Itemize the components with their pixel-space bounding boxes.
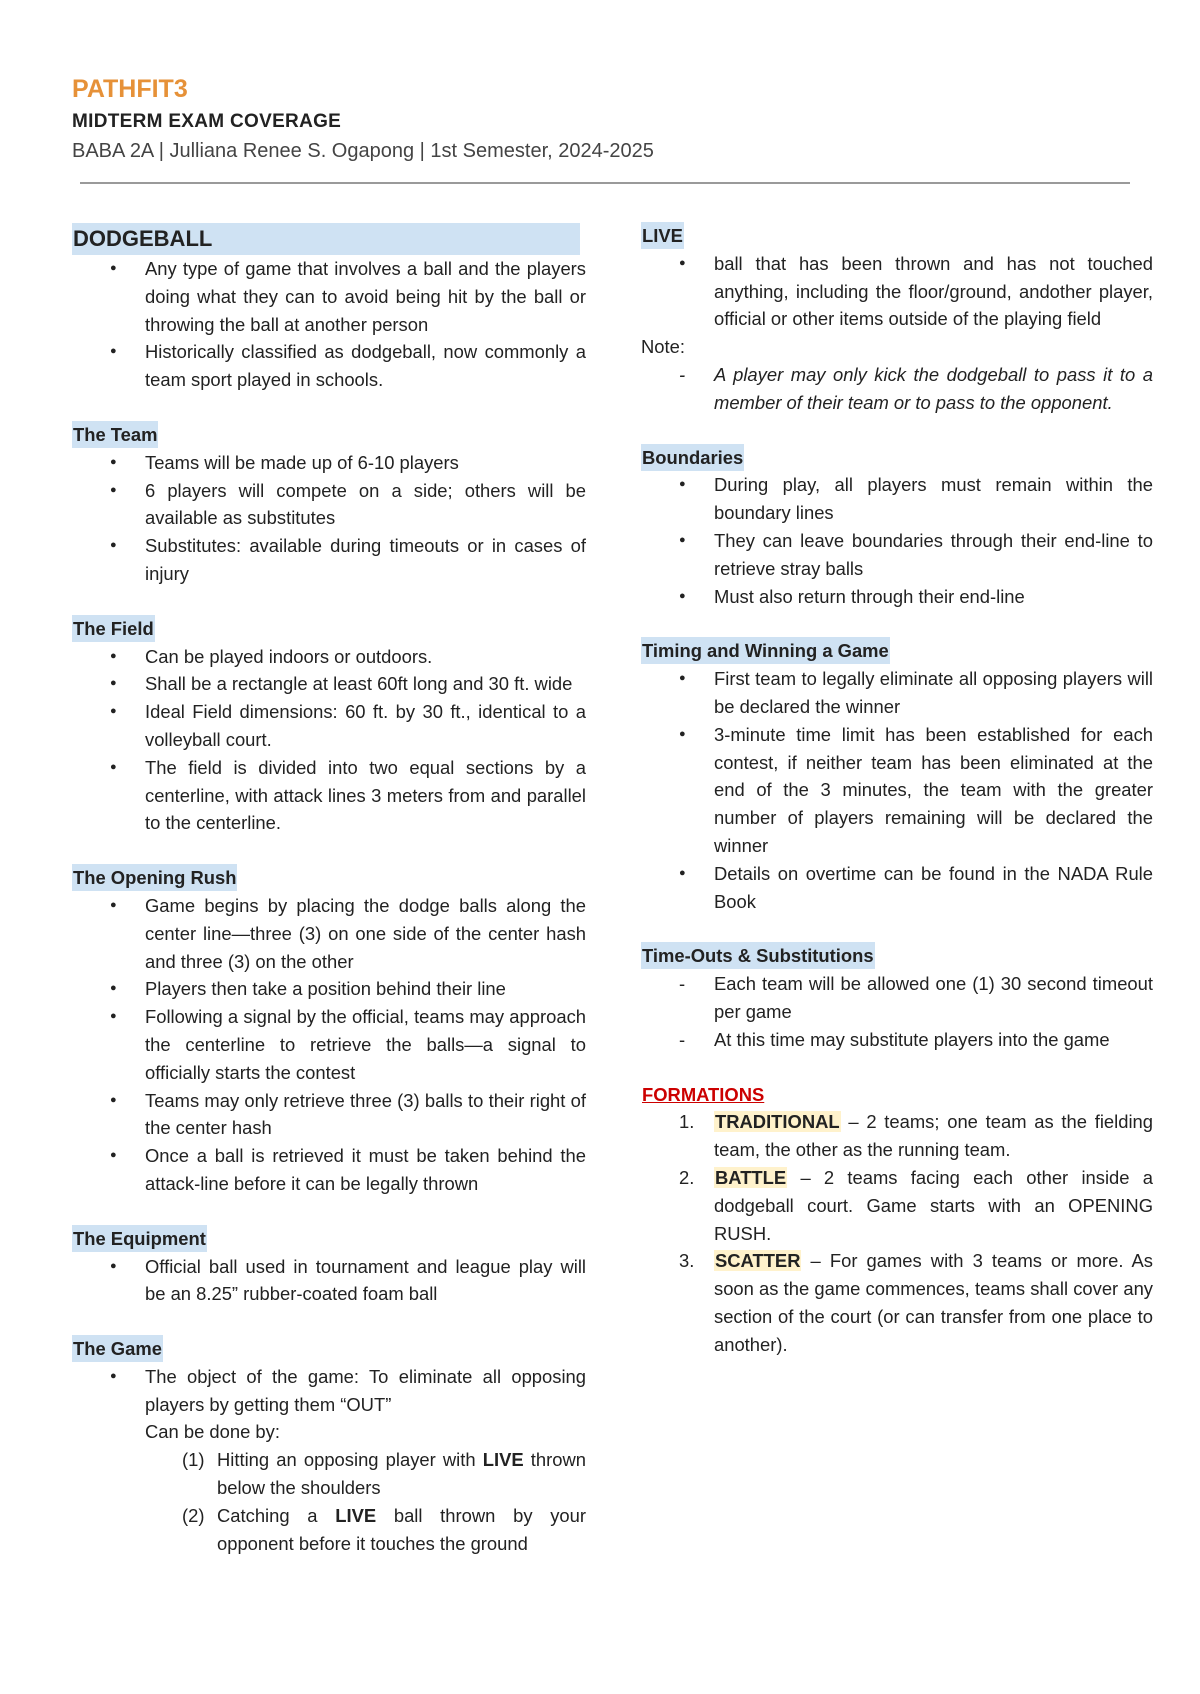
sub-list-number: (2) [182,1504,205,1526]
list-item: ● Historically classified as dodgeball, now commonly a team sport played in schools. [72,338,586,394]
sub-list-item [72,1502,586,1558]
header-divider [80,182,1130,184]
formation-name: SCATTER [715,1250,801,1272]
list-item: ● 6 players will compete on a side; others will be available as substitutes [72,477,586,533]
list-item: ● Substitutes: available during timeouts or in cases of injury [72,532,586,588]
list-item: ● Can be played indoors or outdoors. [72,643,586,671]
list-item: ● Teams may only retrieve three (3) balls to their right of the center hash [72,1087,586,1143]
section-equipment [72,1225,586,1308]
section-team [72,421,586,588]
list-item: ● Once a ball is retrieved it must be taken behind the attack-line before it can be legally thrown [72,1142,586,1198]
section-boundaries [641,444,1153,611]
document-header [72,72,1132,166]
list-item: ● The object of the game: To eliminate all opposing players by getting them “OUT” [72,1363,586,1419]
section-timing [641,637,1153,915]
formation-description: – 2 teams facing each other inside a dodgeball court. Game starts with an OPENING RUSH. [714,1166,1153,1244]
list-number: 3. [679,1250,695,1272]
exam-title: MIDTERM EXAM COVERAGE [72,111,342,132]
list-item: ● Must also return through their end-line [641,583,1153,611]
list-item: ● ball that has been thrown and has not touched anything, including the floor/ground, andother player, official or other items outside of the playing field [641,250,1153,333]
sub-list-number: (1) [182,1449,205,1471]
list-item: ● Shall be a rectangle at least 60ft long and 30 ft. wide [72,670,586,698]
list-item: ● Game begins by placing the dodge balls along the center line—three (3) on one side of the center hash and three (3) on the other [72,892,586,975]
section-timeouts [641,942,1153,1053]
list-number: 1. [679,1111,695,1133]
section-title-field: The Field [72,615,155,642]
formation-name: TRADITIONAL [715,1111,840,1133]
section-opening-rush [72,864,586,1198]
list-item: - At this time may substitute players into the game [641,1026,1153,1054]
section-title-dodgeball: DODGEBALL [72,223,580,255]
note-text: - A player may only kick the dodgeball to pass it to a member of their team or to pass to the opponent. [641,361,1153,417]
list-item: ● Players then take a position behind their line [72,975,586,1003]
sub-item-text: ball thrown by your opponent before it touches the ground [217,1504,586,1554]
list-continuation: Can be done by: [145,1421,280,1443]
section-title-team: The Team [72,421,158,448]
note-label: Note: [641,336,685,358]
section-title-formations: FORMATIONS [642,1083,765,1105]
list-item: ● Ideal Field dimensions: 60 ft. by 30 ft., identical to a volleyball court. [72,698,586,754]
section-title-opening-rush: The Opening Rush [72,864,237,891]
list-item: ● 3-minute time limit has been established for each contest, if neither team has been eliminated at the end of the 3 minutes, the team with the greater number of players remaining will be declared the winner [641,721,1153,860]
list-item: ● First team to legally eliminate all opposing players will be declared the winner [641,665,1153,721]
sub-item-bold: LIVE [482,1449,524,1471]
list-item: ● Following a signal by the official, teams may approach the centerline to retrieve the balls—a signal to officially starts the contest [72,1003,586,1086]
section-field [72,615,586,837]
byline: BABA 2A | Julliana Renee S. Ogapong | 1st Semester, 2024-2025 [72,140,654,162]
list-item: ● They can leave boundaries through their end-line to retrieve stray balls [641,527,1153,583]
section-live [641,222,1153,417]
formation-description: – For games with 3 teams or more. As soon as the game commences, teams shall cover any section of the court (or can transfer from one place to another). [714,1250,1153,1355]
section-title-timeouts: Time-Outs & Substitutions [641,942,875,969]
left-column [72,223,586,1584]
formation-name: BATTLE [715,1166,787,1188]
section-title-game: The Game [72,1335,163,1362]
list-item: ● Any type of game that involves a ball and the players doing what they can to avoid being hit by the ball or throwing the ball at another person [72,255,586,338]
formation-description: – 2 teams; one team as the fielding team, the other as the running team. [714,1111,1153,1161]
list-item: ● Official ball used in tournament and league play will be an 8.25” rubber-coated foam ball [72,1253,586,1309]
list-item: ● Teams will be made up of 6-10 players [72,449,586,477]
section-dodgeball [72,223,586,394]
section-game [72,1335,586,1557]
right-column [641,222,1153,1385]
numbered-list-item [641,1108,1153,1164]
section-title-timing: Timing and Winning a Game [641,637,890,664]
numbered-list-item [641,1247,1153,1358]
numbered-list-item [641,1164,1153,1247]
section-title-live: LIVE [641,222,684,249]
list-item: ● The field is divided into two equal sections by a centerline, with attack lines 3 meters from and parallel to the centerline. [72,754,586,837]
sub-item-text: Catching a [217,1504,336,1526]
list-item: ● Details on overtime can be found in the NADA Rule Book [641,860,1153,916]
sub-item-text: thrown below the shoulders [217,1449,587,1499]
sub-list-item [72,1446,586,1502]
list-item: - Each team will be allowed one (1) 30 second timeout per game [641,970,1153,1026]
sub-item-text: Hitting an opposing player with [217,1449,483,1471]
list-number: 2. [679,1166,695,1188]
section-formations [641,1081,1153,1359]
sub-item-bold: LIVE [335,1504,377,1526]
section-title-equipment: The Equipment [72,1225,207,1252]
course-code: PATHFIT3 [72,75,188,103]
list-item: ● During play, all players must remain within the boundary lines [641,471,1153,527]
section-title-boundaries: Boundaries [641,444,744,471]
